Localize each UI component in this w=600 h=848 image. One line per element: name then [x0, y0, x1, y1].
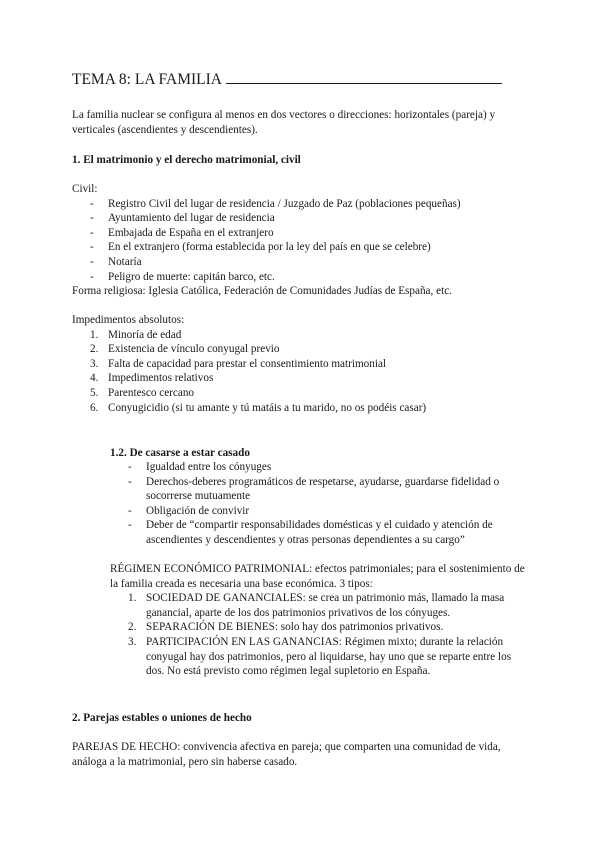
list-item: - Peligro de muerte: capitán barco, etc.	[90, 270, 275, 283]
list-item: - Registro Civil del lugar de residencia / Juzgado de Paz (poblaciones pequeñas)	[90, 197, 461, 210]
regimen-list	[110, 591, 530, 679]
section-1-heading: 1. El matrimonio y el derecho matrimonial, civil	[72, 154, 301, 166]
regimen-intro: RÉGIMEN ECONÓMICO PATRIMONIAL: efectos patrimoniales; para el sostenimiento de la familia creada es necesaria una base económica. 3 tipos:	[110, 563, 525, 590]
list-item: 6. Conyugicidio (si tu amante y tú matáis a tu marido, no os podéis casar)	[90, 401, 427, 414]
list-item: - Igualdad entre los cónyuges	[128, 461, 272, 473]
list-item: - Obligación de convivir	[128, 504, 250, 517]
list-item: - Ayuntamiento del lugar de residencia	[90, 212, 275, 225]
list-item: - Deber de “compartir responsabilidades domésticas y el cuidado y atención de ascendientes y descendientes y otras personas dependientes a su cargo”	[128, 519, 493, 546]
civil-list	[72, 197, 532, 285]
list-item: 4. Impedimentos relativos	[90, 372, 214, 385]
list-item: 5. Parentesco cercano	[90, 386, 195, 399]
list-item: - Derechos-deberes programáticos de respetarse, ayudarse, guardarse fidelidad o socorrerse mutuamente	[128, 475, 500, 503]
list-item: 2. Existencia de vínculo conyugal previo	[90, 343, 280, 356]
section-2-heading: 2. Parejas estables o uniones de hecho	[72, 712, 252, 724]
list-item: - Notaría	[90, 255, 142, 268]
section-1-2-heading: 1.2. De casarse a estar casado	[110, 447, 250, 459]
list-item: - En el extranjero (forma establecida por la ley del país en que se celebre)	[90, 241, 431, 254]
civil-block	[72, 182, 532, 299]
list-item: 1. Minoría de edad	[90, 328, 182, 341]
page-title	[72, 71, 502, 89]
title-text: TEMA 8: LA FAMILIA	[72, 71, 222, 88]
list-item: 3. Falta de capacidad para prestar el consentimiento matrimonial	[90, 357, 387, 370]
title-underline	[226, 71, 502, 84]
list-item: 2. SEPARACIÓN DE BIENES: solo hay dos patrimonios privativos.	[128, 621, 444, 634]
civil-label: Civil:	[72, 183, 98, 195]
impedimentos-list	[72, 328, 532, 416]
derechos-list	[110, 460, 530, 548]
impedimentos-label: Impedimentos absolutos:	[72, 314, 185, 326]
intro-paragraph: La familia nuclear se configura al menos en dos vectores o direcciones: horizontales (pareja) y verticales (ascendientes y descendientes).	[72, 109, 496, 136]
regimen-block	[110, 562, 530, 679]
list-item: 1. SOCIEDAD DE GANANCIALES: se crea un patrimonio más, llamado la masa ganancial, aparte de los dos patrimonios privativos de los cónyuges.	[128, 592, 505, 619]
forma-religiosa: Forma religiosa: Iglesia Católica, Federación de Comunidades Judías de España, etc.	[72, 285, 452, 298]
impedimentos-block	[72, 313, 532, 415]
list-item: 3. PARTICIPACIÓN EN LAS GANANCIAS: Régimen mixto; durante la relación conyugal hay dos patrimonios, pero al liquidarse, hay uno que se reparte entre los dos. No está previsto como régimen legal supletorio en España.	[128, 635, 512, 678]
derechos-block	[110, 460, 530, 548]
parejas-paragraph: PAREJAS DE HECHO: convivencia afectiva en pareja; que comparten una comunidad de vida, análoga a la matrimonial, pero sin haberse casado.	[72, 741, 501, 768]
list-item: - Embajada de España en el extranjero	[90, 226, 274, 239]
